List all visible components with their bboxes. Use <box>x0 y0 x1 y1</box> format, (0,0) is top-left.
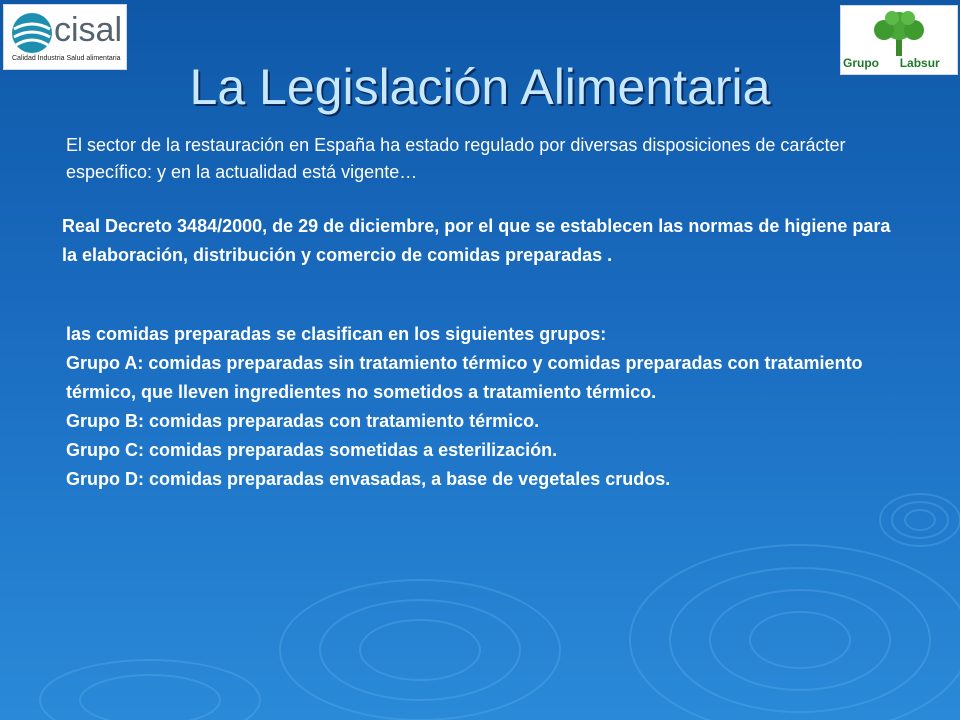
cisal-tagline: Calidad Industria Salud alimentaria <box>12 55 121 62</box>
labsur-label: Labsur <box>899 56 940 70</box>
group-item: Grupo D: comidas preparadas envasadas, a base de vegetales crudos. <box>66 469 671 489</box>
groups-lead: las comidas preparadas se clasifican en los siguientes grupos: <box>66 324 607 344</box>
cisal-wordmark: cisal <box>54 11 123 49</box>
grupo-label: Grupo <box>843 56 879 70</box>
group-item: Grupo B: comidas preparadas con tratamiento térmico. <box>66 411 540 431</box>
group-item: Grupo A: comidas preparadas sin tratamiento térmico y comidas preparadas con tratamiento térmico, que lleven ingredientes no sometidos a tratamiento térmico. <box>66 353 863 402</box>
groups-list <box>66 320 906 494</box>
decree-paragraph: Real Decreto 3484/2000, de 29 de diciembre, por el que se establecen las normas de higiene para la elaboración, distribución y comercio de comidas preparadas . <box>62 216 891 265</box>
slide-title: La Legislación Alimentaria <box>189 59 771 115</box>
intro-paragraph: El sector de la restauración en España ha estado regulado por diversas disposiciones de carácter específico: y en la actualidad está vigente… <box>66 135 846 182</box>
cisal-waves-icon <box>10 11 54 55</box>
group-item: Grupo C: comidas preparadas sometidas a esterilización. <box>66 440 558 460</box>
tree-icon <box>864 8 934 56</box>
